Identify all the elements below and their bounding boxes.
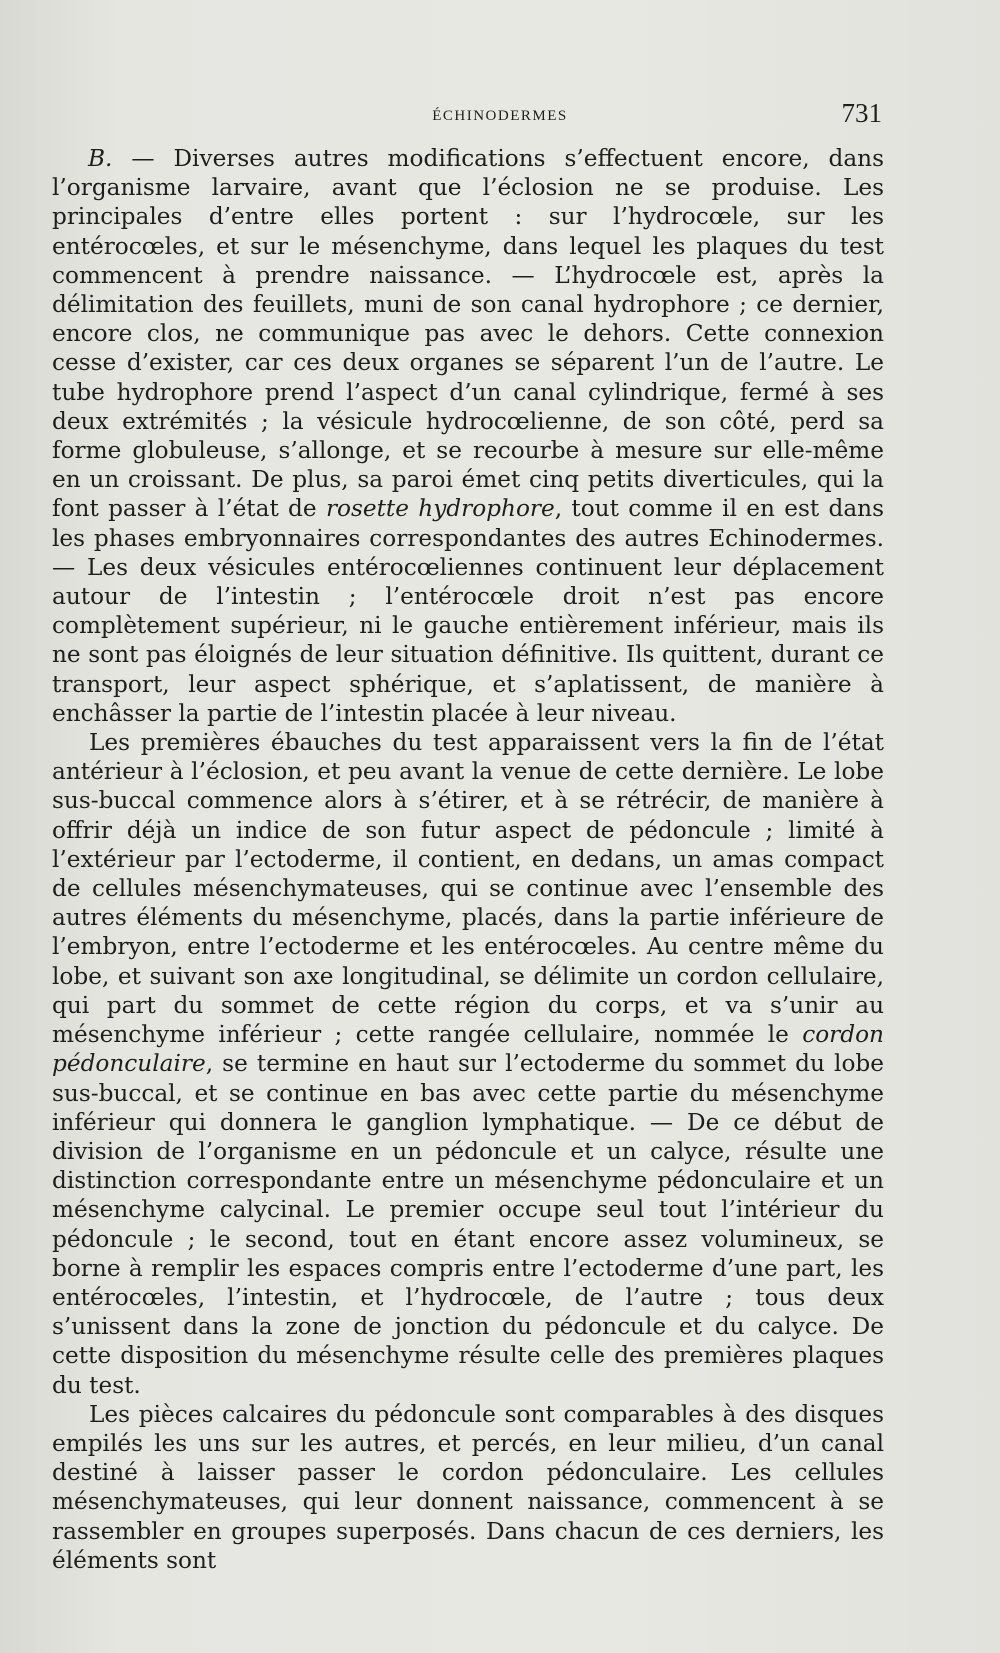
running-head: ÉCHINODERMES [432, 108, 568, 124]
term-rosette-hydrophore: rosette hydrophore [325, 495, 555, 523]
paragraph-2-text-a: Les premières ébauches du test apparaissent vers la fin de l’état antérieur à l’éclosion, et peu avant la venue de cette dernière. Le lobe sus-buccal commence alors à s’étirer, et à se rétrécir, de manière à offrir déjà un indice de son futur aspect de pédoncule ; limité à l’extérieur par l’ectoderme, il contient, en dedans, un amas compact de cellules mésenchymateuses, qui se continue avec l’ensemble des autres éléments du mésenchyme, placés, dans la partie inférieure de l’embryon, entre l’ectoderme et les entérocœles. Au centre même du lobe, et suivant son axe longitudinal, se délimite un cordon cellulaire, qui part du sommet de cette région du corps, et va s’unir au mésenchyme inférieur ; cette rangée cellulaire, nommée le [52, 729, 884, 1049]
paragraph-3 [52, 1400, 884, 1575]
page-header [0, 98, 1000, 134]
section-label: B. [88, 145, 113, 172]
term-cordon-pedonculaire: cordon pédonculaire [52, 1021, 884, 1078]
paragraph-2-text-b: , se termine en haut sur l’ectoderme du sommet du lobe sus-buccal, et se continue en bas avec cette partie du mésenchyme inférieur qui donnera le ganglion lymphatique. — De ce début de division de l’organisme en un pédoncule et un calyce, résulte une distinction correspondante entre un mésenchyme pédonculaire et un mésenchyme calycinal. Le premier occupe seul tout l’intérieur du pédoncule ; le second, tout en étant encore assez volumineux, se borne à remplir les espaces compris entre l’ectoderme d’une part, les entérocœles, l’intestin, et l’hydrocœle, de l’autre ; tous deux s’unissent dans la zone de jonction du pédoncule et du calyce. De cette disposition du mésenchyme résulte celle des premières plaques du test. [52, 1050, 884, 1399]
paragraph-1-text-a: — Diverses autres modifications s’effectuent encore, dans l’organisme larvaire, avant que l’éclosion ne se produise. Les principales d’entre elles portent : sur l’hydrocœle, sur les entérocœles, et sur le mésenchyme, dans lequel les plaques du test commencent à prendre naissance. — L’hydrocœle est, après la délimitation des feuillets, muni de son canal hydrophore ; ce dernier, encore clos, ne communique pas avec le dehors. Cette connexion cesse d’exister, car ces deux organes se séparent l’un de l’autre. Le tube hydrophore prend l’aspect d’un canal cylindrique, fermé à ses deux extrémités ; la vésicule hydrocœlienne, de son côté, perd sa forme globuleuse, s’allonge, et se recourbe à mesure sur elle-même en un croissant. De plus, sa paroi émet cinq petits diverticules, qui la font passer à l’état de [52, 145, 884, 523]
paragraph-2 [52, 728, 884, 1400]
paragraph-3-text: Les pièces calcaires du pédoncule sont comparables à des disques empilés les uns sur les autres, et percés, en leur milieu, d’un canal destiné à laisser passer le cordon pédonculaire. Les cellules mésenchymateuses, qui leur donnent naissance, commencent à se rassembler en groupes superposés. Dans chacun de ces derniers, les éléments sont [52, 1400, 884, 1574]
paragraph-1-text-b: , tout comme il en est dans les phases embryonnaires correspondantes des autres Echinodermes. — Les deux vésicules entérocœliennes continuent leur déplacement autour de l’intestin ; l’entérocœle droit n’est pas encore complètement supérieur, ni le gauche entièrement inférieur, mais ils ne sont pas éloignés de leur situation définitive. Ils quittent, durant ce transport, leur aspect sphérique, et s’aplatissent, de manière à enchâsser la partie de l’intestin placée à leur niveau. [52, 495, 885, 727]
page-number: 731 [841, 98, 882, 128]
paragraph-1 [52, 144, 884, 728]
body-text [52, 144, 884, 1575]
